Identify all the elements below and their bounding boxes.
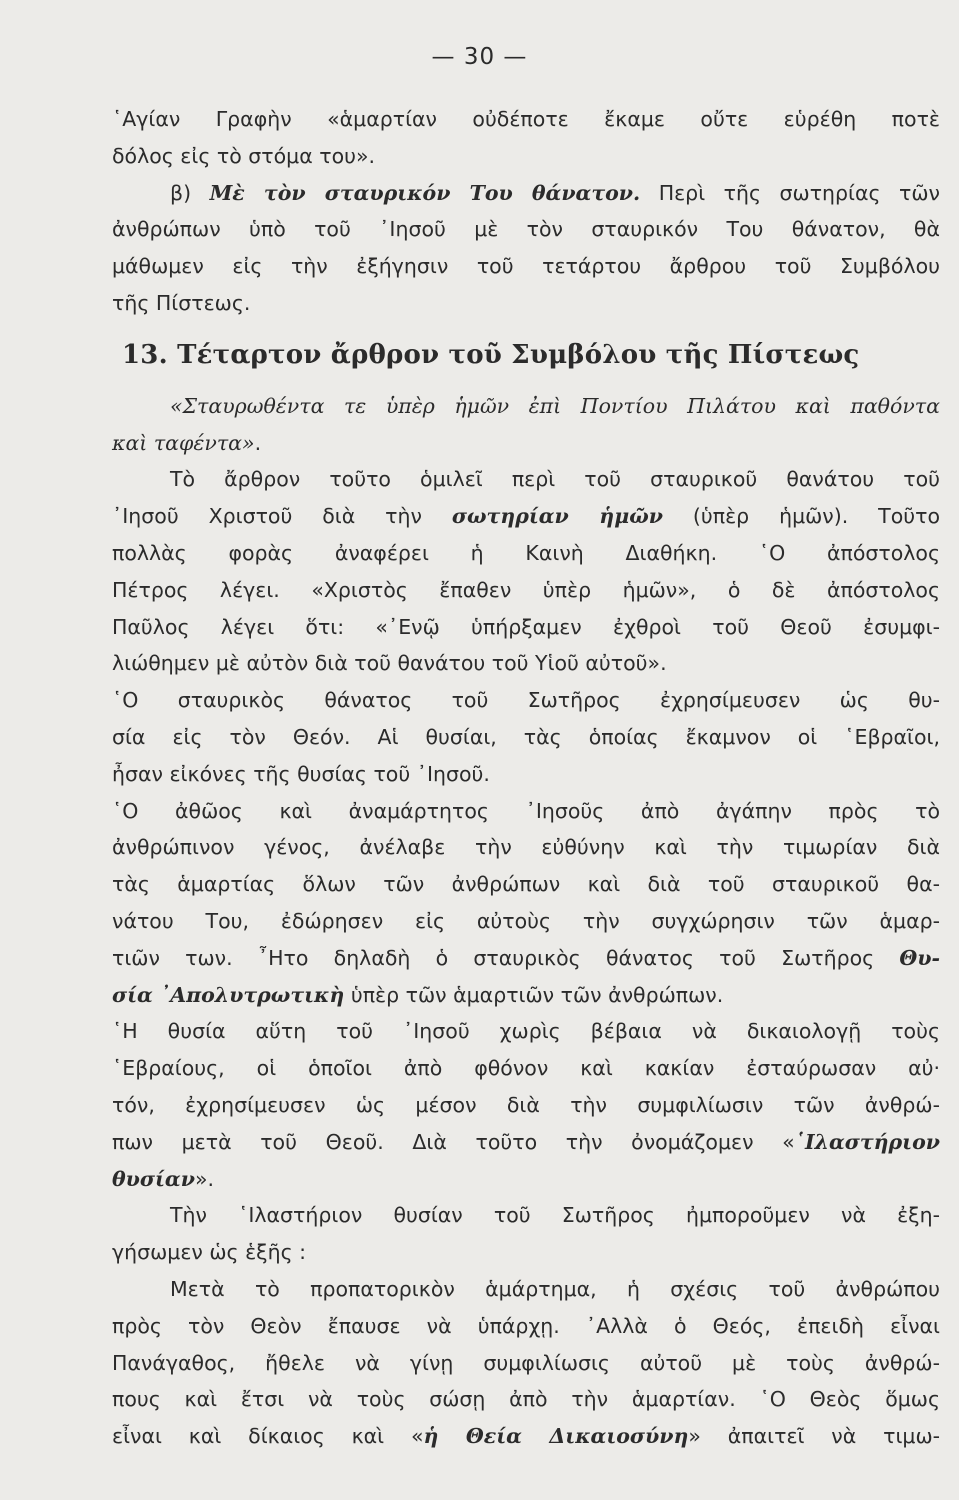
text-line: πρὸς τὸν Θεὸν ἔπαυσε νὰ ὑπάρχῃ. ᾿Αλλὰ ὁ Θεός, ἐπειδὴ εἶναι: [112, 1313, 940, 1338]
emphasis-text: ῾Ιλαστήριον: [794, 1129, 940, 1154]
emphasis-text: καὶ ταφέντα»: [112, 430, 255, 455]
text-run: » ἀπαιτεῖ νὰ τιμω-: [688, 1424, 941, 1449]
emphasis-text: ἡ Θεία Δικαιοσύνη: [423, 1424, 689, 1449]
text-run: Περὶ τῆς σωτηρίας τῶν: [640, 180, 941, 205]
text-line: ῾Εβραίους, οἱ ὁποῖοι ἀπὸ φθόνον καὶ κακίαν ἐσταύρωσαν αὐ·: [112, 1056, 940, 1081]
text-run: .: [254, 430, 262, 455]
text-line: ἦσαν εἰκόνες τῆς θυσίας τοῦ ᾿Ιησοῦ.: [112, 761, 490, 786]
text-line: [112, 175, 940, 212]
text-line: Πανάγαθος, ἤθελε νὰ γίνῃ συμφιλίωσις αὐτοῦ μὲ τοὺς ἀνθρώ-: [112, 1350, 940, 1375]
text-line: τὰς ἁμαρτίας ὅλων τῶν ἀνθρώπων καὶ διὰ τοῦ σταυρικοῦ θα-: [112, 872, 940, 897]
text-line: ῾Η θυσία αὕτη τοῦ ᾿Ιησοῦ χωρὶς βέβαια νὰ δικαιολογῇ τοὺς: [112, 1019, 940, 1044]
text-line: Μετὰ τὸ προπατορικὸν ἁμάρτημα, ἡ σχέσις τοῦ ἀνθρώπου: [170, 1276, 940, 1301]
text-line: δόλος εἰς τὸ στόμα του».: [112, 143, 376, 168]
page-number: — 30 —: [431, 44, 528, 70]
text-line: Παῦλος λέγει ὅτι: «᾿Ενῷ ὑπήρξαμεν ἐχθροὶ τοῦ Θεοῦ ἐσυμφι-: [112, 614, 940, 639]
text-line: ἀνθρώπων ὑπὸ τοῦ ᾿Ιησοῦ μὲ τὸν σταυρικόν Του θάνατον, θὰ: [112, 217, 940, 242]
text-run: ὑπὲρ τῶν ἁμαρτιῶν τῶν ἀνθρώπων.: [344, 982, 724, 1007]
text-run: β): [170, 180, 210, 205]
text-line: Πέτρος λέγει. «Χριστὸς ἔπαθεν ὑπὲρ ἡμῶν», ὁ δὲ ἀπόστολος: [112, 577, 940, 602]
text-run: ᾿Ιησοῦ Χριστοῦ διὰ τὴν: [112, 504, 452, 529]
emphasis-text: σωτηρίαν ἡμῶν: [451, 504, 663, 529]
text-line: [112, 1418, 940, 1455]
section-heading: [112, 322, 940, 388]
text-line: [112, 1124, 940, 1161]
text-line: Τὸ ἄρθρον τοῦτο ὁμιλεῖ περὶ τοῦ σταυρικοῦ θανάτου τοῦ: [170, 467, 940, 492]
text-run: εἶναι καὶ δίκαιος καὶ «: [112, 1424, 424, 1449]
text-line: πους καὶ ἔτσι νὰ τοὺς σώσῃ ἀπὸ τὴν ἁμαρτίαν. ῾Ο Θεὸς ὅμως: [112, 1387, 940, 1412]
text-line: μάθωμεν εἰς τὴν ἐξήγησιν τοῦ τετάρτου ἄρθρου τοῦ Συμβόλου: [112, 254, 940, 279]
text-run: τιῶν των. ῏Ητο δηλαδὴ ὁ σταυρικὸς θάνατος τοῦ Σωτῆρος: [112, 945, 900, 970]
text-line: [112, 1161, 940, 1198]
text-run: ».: [194, 1166, 214, 1191]
text-line: ῾Αγίαν Γραφὴν «ἁμαρτίαν οὐδέποτε ἔκαμε οὔτε εὑρέθη ποτὲ: [112, 107, 940, 131]
emphasis-text: Θυ-: [899, 945, 940, 970]
text-line: τῆς Πίστεως.: [112, 290, 251, 315]
text-line: [112, 425, 940, 462]
emphasis-text: «Σταυρωθέντα τε ὑπὲρ ἡμῶν ἐπὶ Ποντίου Πιλάτου καὶ παθόντα: [170, 393, 940, 418]
text-line: [112, 388, 940, 425]
text-line: ῾Ο ἀθῶος καὶ ἀναμάρτητος ᾿Ιησοῦς ἀπὸ ἀγάπην πρὸς τὸ: [112, 798, 940, 823]
emphasis-text: Μὲ τὸν σταυρικόν Του θάνατον.: [209, 180, 641, 205]
text-line: ῾Ο σταυρικὸς θάνατος τοῦ Σωτῆρος ἐχρησίμευσεν ὡς θυ-: [112, 688, 940, 713]
text-line: πολλὰς φορὰς ἀναφέρει ἡ Καινὴ Διαθήκη. ῾Ο ἀπόστολος: [112, 540, 940, 565]
section-heading-text: 13. Τέταρτον ἄρθρον τοῦ Συμβόλου τῆς Πίστεως: [122, 339, 860, 370]
body-text: [112, 101, 940, 1455]
text-line: τόν, ἐχρησίμευσεν ὡς μέσον διὰ τὴν συμφιλίωσιν τῶν ἀνθρώ-: [112, 1092, 940, 1117]
text-line: [112, 498, 940, 535]
text-line: Τὴν ῾Ιλαστήριον θυσίαν τοῦ Σωτῆρος ἠμποροῦμεν νὰ ἐξη-: [170, 1203, 940, 1228]
text-line: [112, 940, 940, 977]
text-line: νάτου Του, ἐδώρησεν εἰς αὐτοὺς τὴν συγχώρησιν τῶν ἁμαρ-: [112, 908, 940, 933]
emphasis-text: θυσίαν: [112, 1166, 195, 1191]
text-run: πων μετὰ τοῦ Θεοῦ. Διὰ τοῦτο τὴν ὀνομάζομεν «: [112, 1129, 795, 1154]
text-line: ἀνθρώπινον γένος, ἀνέλαβε τὴν εὐθύνην καὶ τὴν τιμωρίαν διὰ: [112, 835, 940, 860]
text-run: (ὑπὲρ ἡμῶν). Τοῦτο: [662, 504, 940, 529]
text-line: λιώθημεν μὲ αὐτὸν διὰ τοῦ θανάτου τοῦ Υἱοῦ αὐτοῦ».: [112, 651, 667, 676]
emphasis-text: σία ᾿Απολυτρωτικὴ: [112, 982, 345, 1007]
text-line: σία εἰς τὸν Θεόν. Αἱ θυσίαι, τὰς ὁποίας ἔκαμνον οἱ ῾Εβραῖοι,: [112, 724, 940, 749]
text-line: γήσωμεν ὡς ἑξῆς :: [112, 1240, 307, 1265]
text-line: [112, 977, 940, 1014]
